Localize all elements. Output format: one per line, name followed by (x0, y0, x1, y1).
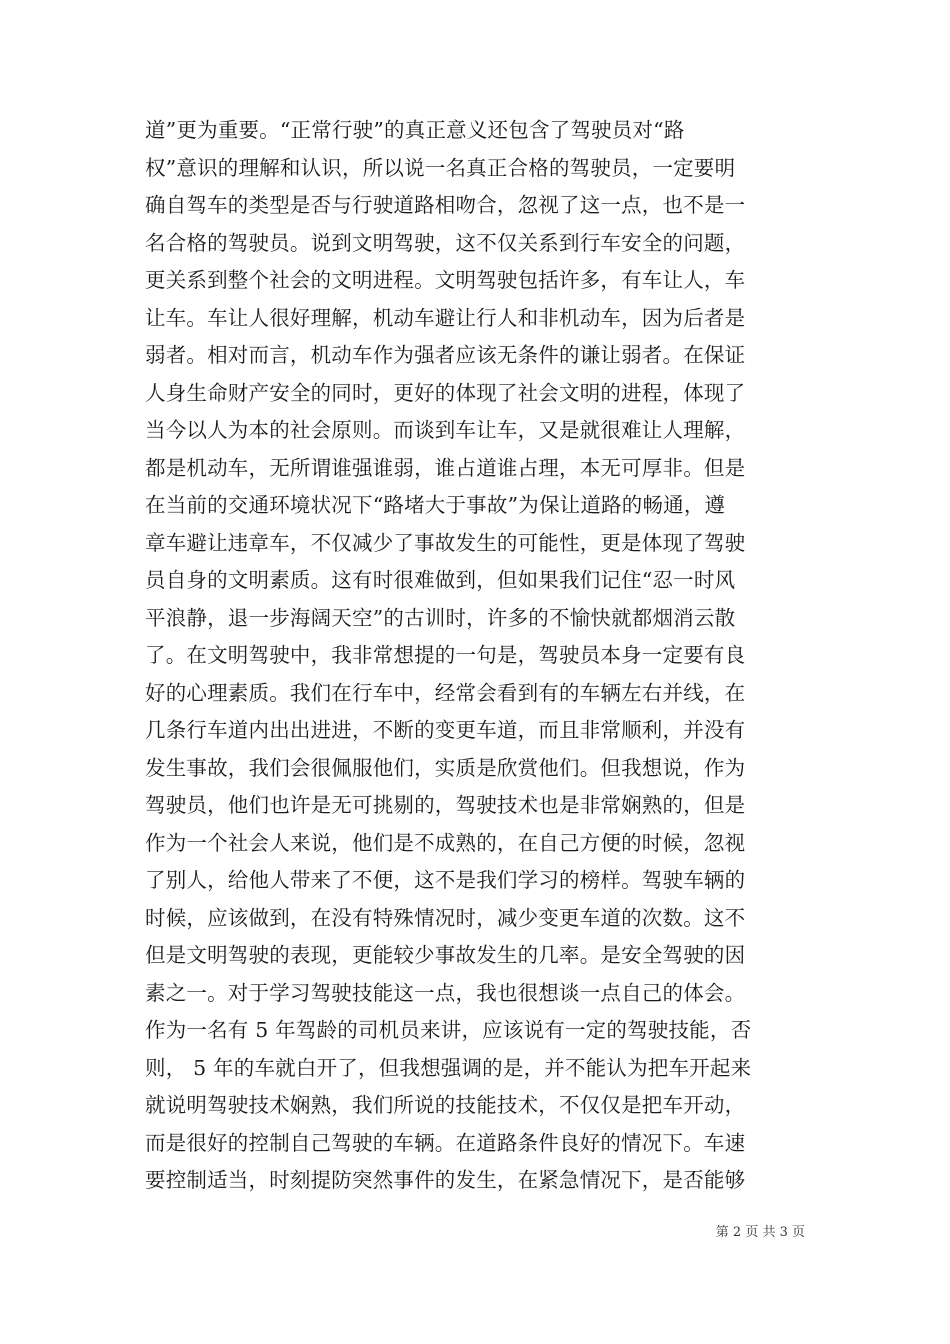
text-line: 时候，应该做到，在没有特殊情况时，减少变更车道的次数。这不 (145, 905, 746, 930)
text-line: 人身生命财产安全的同时，更好的体现了社会文明的进程，体现了 (145, 380, 746, 405)
text-line: 驾驶员，他们也许是无可挑剔的，驾驶技术也是非常娴熟的，但是 (145, 793, 746, 817)
text-line: 在当前的交通环境状况下“路堵大于事故”为保让道路的畅通，遵 (145, 493, 726, 517)
text-line: 确自驾车的类型是否与行驶道路相吻合，忽视了这一点，也不是一 (145, 193, 746, 217)
text-line: 但是文明驾驶的表现，更能较少事故发生的几率。是安全驾驶的因 (145, 943, 746, 967)
text-line: 好的心理素质。我们在行车中，经常会看到有的车辆左右并线，在 (145, 680, 746, 705)
text-line: 则， 5 年的车就白开了，但我想强调的是，并不能认为把车开起来 (145, 1055, 752, 1080)
text-line: 就说明驾驶技术娴熟，我们所说的技能技术，不仅仅是把车开动， (145, 1093, 746, 1117)
text-line: 当今以人为本的社会原则。而谈到车让车，又是就很难让人理解， (145, 418, 746, 442)
text-line: 都是机动车，无所谓谁强谁弱，谁占道谁占理，本无可厚非。但是 (145, 455, 746, 480)
text-line: 员自身的文明素质。这有时很难做到，但如果我们记住“忍一时风 (145, 568, 736, 592)
text-line: 发生事故，我们会很佩服他们，实质是欣赏他们。但我想说，作为 (145, 755, 746, 780)
text-line: 道”更为重要。“正常行驶”的真正意义还包含了驾驶员对“路 (145, 118, 685, 142)
text-line: 权”意识的理解和认识，所以说一名真正合格的驾驶员，一定要明 (145, 155, 736, 180)
text-line: 更关系到整个社会的文明进程。文明驾驶包括许多，有车让人，车 (145, 268, 746, 292)
text-line: 要控制适当，时刻提防突然事件的发生，在紧急情况下，是否能够 (145, 1168, 746, 1192)
text-line: 素之一。对于学习驾驶技能这一点，我也很想谈一点自己的体会。 (145, 980, 746, 1005)
text-line: 作为一名有 5 年驾龄的司机员来讲，应该说有一定的驾驶技能，否 (145, 1018, 752, 1042)
text-line: 了别人，给他人带来了不便，这不是我们学习的榜样。驾驶车辆的 (145, 868, 746, 892)
text-line: 弱者。相对而言，机动车作为强者应该无条件的谦让弱者。在保证 (145, 343, 746, 367)
page-number: 第 2 页 共 3 页 (715, 1225, 805, 1240)
body-text (145, 112, 811, 1200)
text-line: 名合格的驾驶员。说到文明驾驶，这不仅关系到行车安全的问题， (145, 230, 746, 255)
text-line: 了。在文明驾驶中，我非常想提的一句是，驾驶员本身一定要有良 (145, 643, 746, 667)
text-line: 而是很好的控制自己驾驶的车辆。在道路条件良好的情况下。车速 (145, 1130, 746, 1155)
text-line: 平浪静，退一步海阔天空”的古训时，许多的不愉快就都烟消云散 (145, 605, 736, 630)
text-line: 作为一个社会人来说，他们是不成熟的，在自己方便的时候，忽视 (145, 830, 746, 855)
text-line: 章车避让违章车，不仅减少了事故发生的可能性，更是体现了驾驶 (145, 530, 746, 555)
text-line: 几条行车道内出出进进，不断的变更车道，而且非常顺利，并没有 (145, 718, 746, 742)
text-line: 让车。车让人很好理解，机动车避让行人和非机动车，因为后者是 (145, 305, 746, 330)
